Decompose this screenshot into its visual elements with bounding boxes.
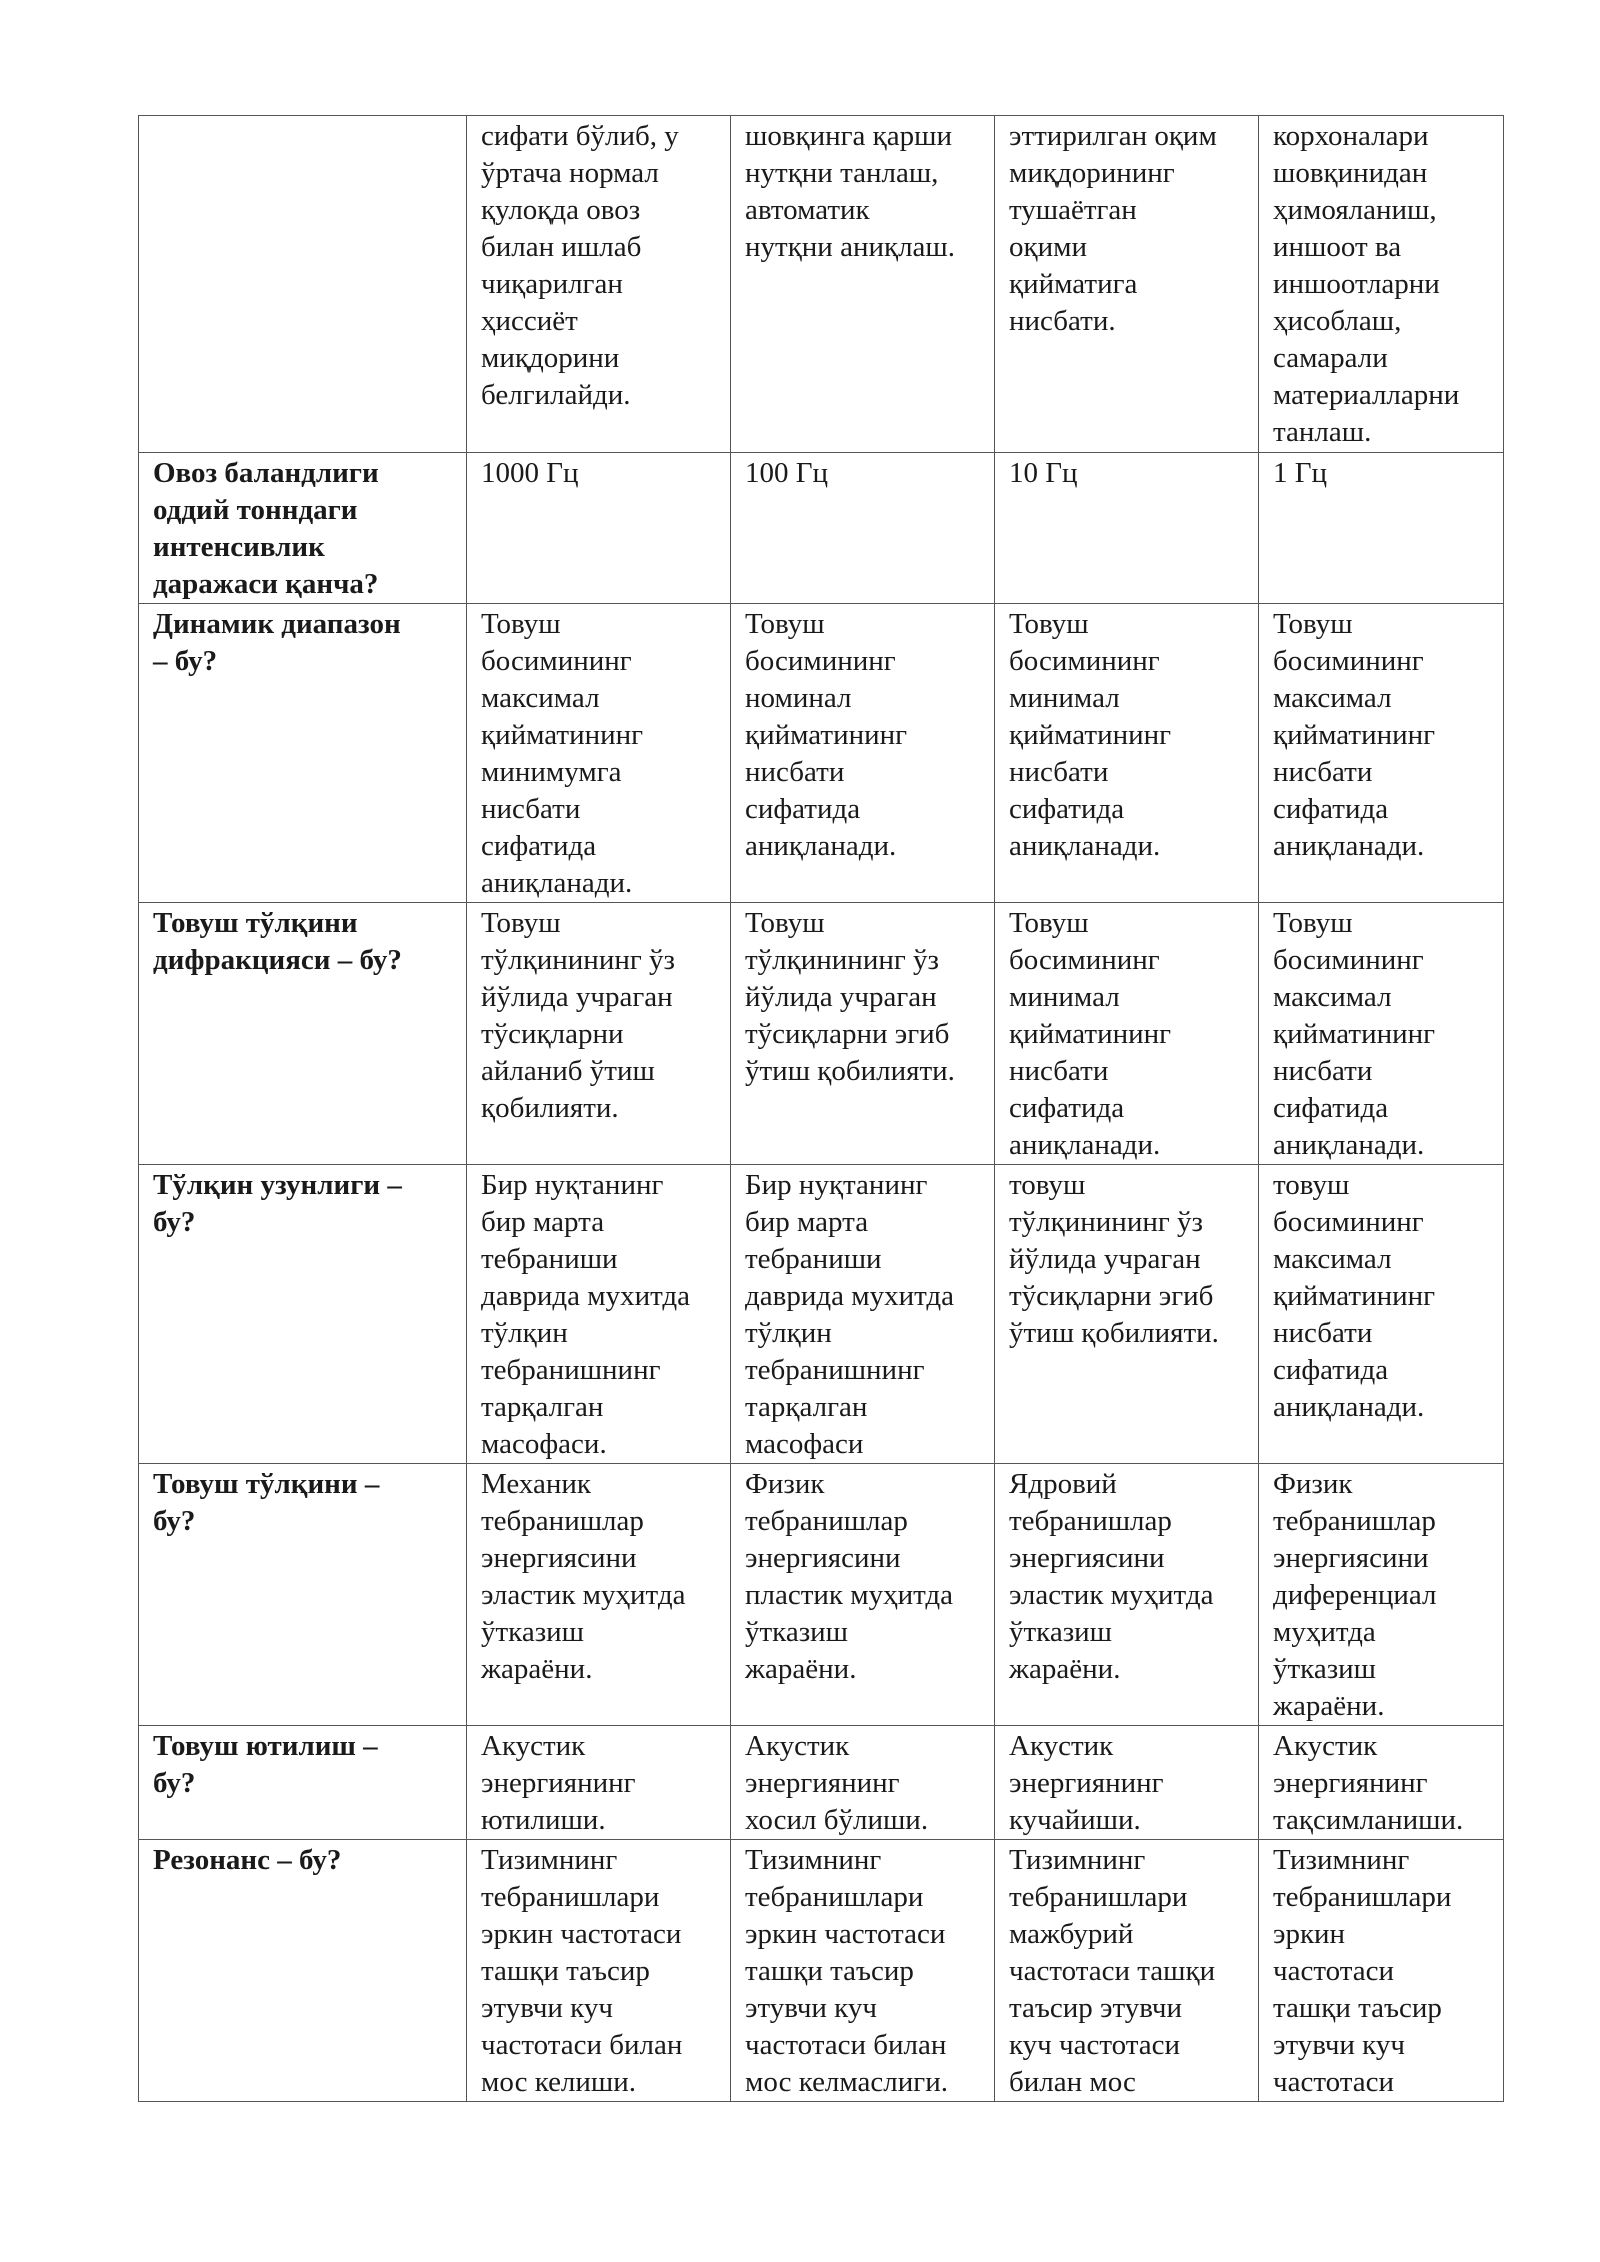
answer-cell: Бир нуқтанинг бир марта тебраниши даврида мухитда тўлқин тебранишнинг тарқалган масофаси	[731, 1165, 995, 1464]
answer-cell: Тизимнинг тебранишлари мажбурий частотаси ташқи таъсир этувчи куч частотаси билан мос	[995, 1840, 1259, 2102]
answer-cell: Ядровий тебранишлар энергиясини эластик муҳитда ўтказиш жараёни.	[995, 1464, 1259, 1726]
answer-cell: Акустик энергиянинг ютилиши.	[467, 1726, 731, 1840]
answer-cell: 1 Гц	[1259, 453, 1504, 604]
table-row	[139, 604, 1504, 903]
answer-cell: 10 Гц	[995, 453, 1259, 604]
quiz-table	[138, 115, 1504, 2102]
table-row	[139, 1464, 1504, 1726]
answer-cell: 100 Гц	[731, 453, 995, 604]
table-row	[139, 1165, 1504, 1464]
question-cell: Овоз баландлиги оддий тонндаги интенсивлик даражаси қанча?	[139, 453, 467, 604]
answer-cell: Товуш босимининг минимал қийматининг нисбати сифатида аниқланади.	[995, 903, 1259, 1165]
answer-cell: Товуш босимининг максимал қийматининг нисбати сифатида аниқланади.	[1259, 604, 1504, 903]
answer-cell: Бир нуқтанинг бир марта тебраниши даврида мухитда тўлқин тебранишнинг тарқалган масофаси.	[467, 1165, 731, 1464]
answer-cell: Товуш босимининг номинал қийматининг нисбати сифатида аниқланади.	[731, 604, 995, 903]
table-row	[139, 1726, 1504, 1840]
answer-cell: Тизимнинг тебранишлари эркин частотаси ташқи таъсир этувчи куч частотаси	[1259, 1840, 1504, 2102]
question-cell: Тўлқин узунлиги – бу?	[139, 1165, 467, 1464]
answer-cell: Акустик энергиянинг хосил бўлиши.	[731, 1726, 995, 1840]
question-cell: Товуш ютилиш – бу?	[139, 1726, 467, 1840]
answer-cell: эттирилган оқим миқдорининг тушаётган оқими қийматига нисбати.	[995, 116, 1259, 453]
answer-cell: Товуш босимининг минимал қийматининг нисбати сифатида аниқланади.	[995, 604, 1259, 903]
answer-cell: Акустик энергиянинг кучайиши.	[995, 1726, 1259, 1840]
table-row	[139, 903, 1504, 1165]
question-cell: Товуш тўлқини – бу?	[139, 1464, 467, 1726]
table-row	[139, 1840, 1504, 2102]
table-row	[139, 116, 1504, 453]
answer-cell: шовқинга қарши нутқни танлаш, автоматик нутқни аниқлаш.	[731, 116, 995, 453]
answer-cell: товуш босимининг максимал қийматининг нисбати сифатида аниқланади.	[1259, 1165, 1504, 1464]
answer-cell: Тизимнинг тебранишлари эркин частотаси ташқи таъсир этувчи куч частотаси билан мос келиши.	[467, 1840, 731, 2102]
question-cell	[139, 116, 467, 453]
answer-cell: Товуш тўлқинининг ўз йўлида учраган тўсиқларни айланиб ўтиш қобилияти.	[467, 903, 731, 1165]
question-cell: Динамик диапазон – бу?	[139, 604, 467, 903]
answer-cell: Товуш тўлқинининг ўз йўлида учраган тўсиқларни эгиб ўтиш қобилияти.	[731, 903, 995, 1165]
answer-cell: Физик тебранишлар энергиясини пластик муҳитда ўтказиш жараёни.	[731, 1464, 995, 1726]
answer-cell: Тизимнинг тебранишлари эркин частотаси ташқи таъсир этувчи куч частотаси билан мос келмаслиги.	[731, 1840, 995, 2102]
answer-cell: Акустик энергиянинг тақсимланиши.	[1259, 1726, 1504, 1840]
answer-cell: сифати бўлиб, у ўртача нормал қулоқда овоз билан ишлаб чиқарилган ҳиссиёт миқдорини белгилайди.	[467, 116, 731, 453]
question-cell: Товуш тўлқини дифракцияси – бу?	[139, 903, 467, 1165]
quiz-table-page	[138, 115, 1503, 2102]
answer-cell: корхоналари шовқинидан ҳимояланиш, иншоот ва иншоотларни ҳисоблаш, самарали материалларни танлаш.	[1259, 116, 1504, 453]
answer-cell: 1000 Гц	[467, 453, 731, 604]
answer-cell: Физик тебранишлар энергиясини диференциал муҳитда ўтказиш жараёни.	[1259, 1464, 1504, 1726]
answer-cell: Товуш босимининг максимал қийматининг нисбати сифатида аниқланади.	[1259, 903, 1504, 1165]
answer-cell: Товуш босимининг максимал қийматининг минимумга нисбати сифатида аниқланади.	[467, 604, 731, 903]
table-row	[139, 453, 1504, 604]
question-cell: Резонанс – бу?	[139, 1840, 467, 2102]
answer-cell: товуш тўлқинининг ўз йўлида учраган тўсиқларни эгиб ўтиш қобилияти.	[995, 1165, 1259, 1464]
answer-cell: Механик тебранишлар энергиясини эластик муҳитда ўтказиш жараёни.	[467, 1464, 731, 1726]
